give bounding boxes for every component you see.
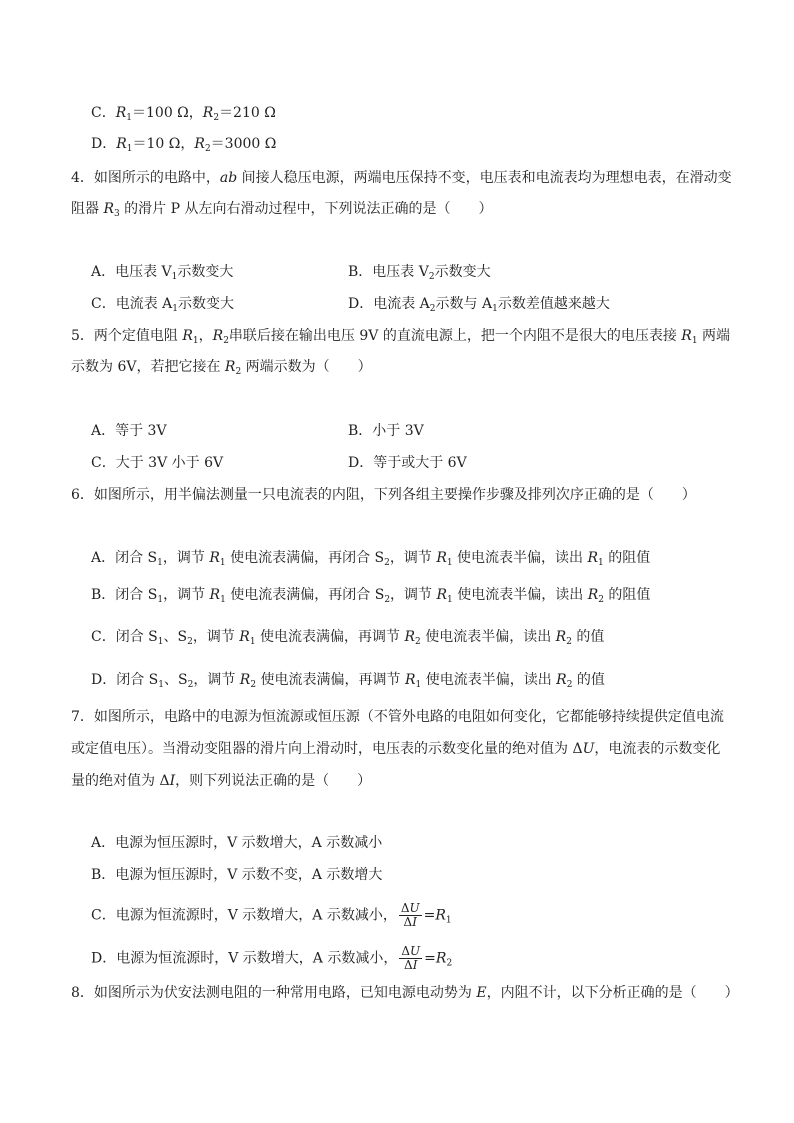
q4-stem-line1: 4．如图所示的电路中，ab 间接人稳压电源，两端电压保持不变，电压表和电流表均为理想电表，在滑动变 (71, 170, 732, 186)
q4-option-a: A．电压表 $V_1$示数变大 (91, 264, 234, 282)
q6-stem: 6．如图所示，用半偏法测量一只电流表的内阻，下列各组主要操作步骤及排列次序正确的是（ ） (71, 487, 696, 503)
q6-option-d: D．闭合 $S_1$、$S_2$，调节 $R_2$ 使电流表满偏，再调节 $R_1$ 使电流表半偏，读出 $R_2$ 的值 (91, 672, 605, 690)
q7-option-d: D．电源为恒流源时，V 示数增大，A 示数减小， $\frac{\Delta U}{\Delta I}$ $=R_2$ (91, 944, 453, 972)
q7-stem-line3: 量的绝对值为 ΔI，则下列说法正确的是（ ） (71, 773, 372, 789)
q3-option-c: C．$R_1=100$ Ω，$R_2=210$ Ω (91, 105, 276, 123)
q4-option-b: B．电压表 $V_2$示数变大 (348, 264, 491, 282)
delta-u-over-delta-i-fraction: $\frac{\Delta U}{\Delta I}$ (401, 944, 421, 972)
q7-option-b: B．电源为恒压源时，V 示数不变，A 示数增大 (91, 867, 383, 883)
q7-option-c: C．电源为恒流源时，V 示数增大，A 示数减小， $\frac{\Delta U}{\Delta I}$ $=R_1$ (91, 901, 452, 929)
q4-option-c: C．电流表 $A_1$示数变大 (91, 296, 235, 314)
q6-option-a: A．闭合 $S_1$，调节 $R_1$ 使电流表满偏，再闭合 $S_2$，调节 $R_1$ 使电流表半偏，读出 $R_1$ 的阻值 (91, 550, 651, 568)
q3-option-d: D．$R_1=10$ Ω，$R_2=3000$ Ω (91, 136, 277, 154)
q7-stem-line2: 或定值电压）。当滑动变阻器的滑片向上滑动时，电压表的示数变化量的绝对值为 ΔU，电流表的示数变化 (71, 741, 721, 757)
q4-option-d: D．电流表 $A_2$示数与 $A_1$示数差值越来越大 (348, 296, 610, 314)
q6-option-c: C．闭合 $S_1$、$S_2$，调节 $R_1$ 使电流表满偏，再调节 $R_2$ 使电流表半偏，读出 $R_2$ 的值 (91, 629, 605, 647)
q5-option-b: B．小于 3V (348, 423, 424, 439)
q7-stem-line1: 7．如图所示，电路中的电源为恒流源或恒压源（不管外电路的电阻如何变化，它都能够持续提供定值电流 (71, 709, 724, 725)
q6-option-b: B．闭合 $S_1$，调节 $R_1$ 使电流表满偏，再闭合 $S_2$，调节 $R_1$ 使电流表半偏，读出 $R_2$ 的阻值 (91, 587, 651, 605)
q5-stem-line2: 示数为 6V，若把它接在 $R_2$ 两端示数为（ ） (71, 359, 372, 377)
q4-stem-line2: 阻器 $R_3$ 的滑片 P 从左向右滑动过程中，下列说法正确的是（ ） (71, 201, 493, 219)
q5-option-a: A．等于 3V (91, 423, 167, 439)
q5-stem-line1: 5．两个定值电阻 $R_1$，$R_2$串联后接在输出电压 9V 的直流电源上，把一个内阻不是很大的电压表接 $R_1$ 两端 (71, 328, 731, 346)
q5-option-c: C．大于 3V 小于 6V (91, 455, 224, 471)
delta-u-over-delta-i-fraction: $\frac{\Delta U}{\Delta I}$ (400, 901, 420, 929)
q8-stem: 8．如图所示为伏安法测电阻的一种常用电路，已知电源电动势为 E，内阻不计，以下分析正确的是（ ） (71, 985, 739, 1001)
q7-option-a: A．电源为恒压源时，V 示数增大，A 示数减小 (91, 835, 383, 851)
q5-option-d: D．等于或大于 6V (348, 455, 467, 471)
